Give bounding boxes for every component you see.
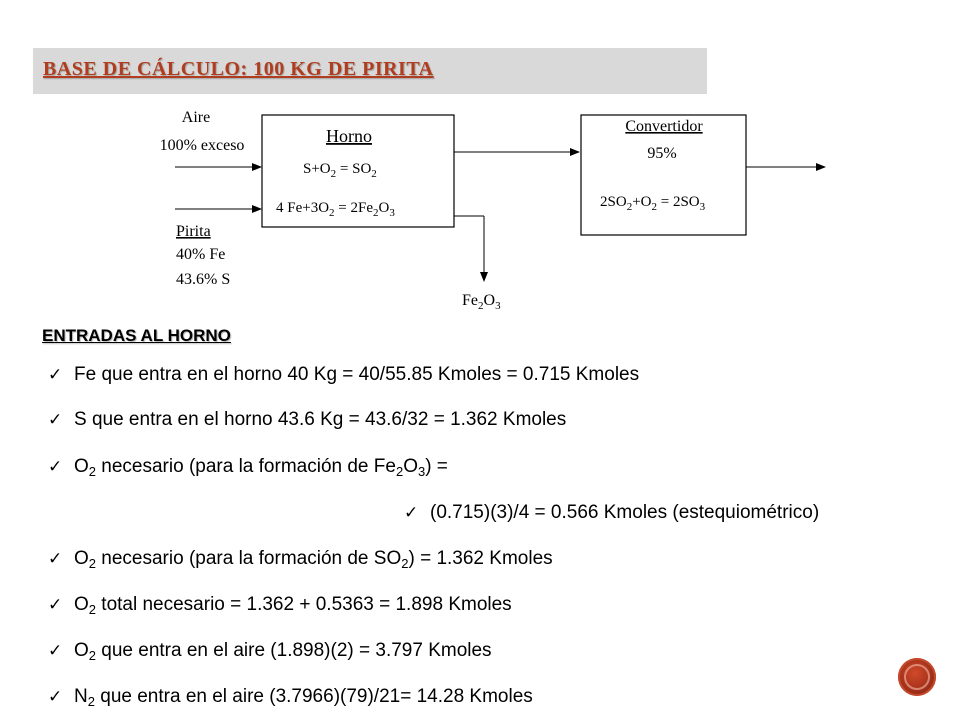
bullet-o2-so2: ✓ $O_2$ necesario (para la formación de $SO_2) = 1.362$ Kmoles: [48, 548, 553, 571]
bullet-n2-air: ✓ $N_2$ que entra en el aire (3.7966)(79)/21= 14.28 Kmoles: [48, 686, 533, 709]
checkmark-icon: ✓: [48, 641, 63, 660]
checkmark-icon: ✓: [48, 549, 63, 568]
slide-title: BASE DE CÁLCULO: 100 KG DE PIRITA: [43, 58, 434, 80]
checkmark-icon: ✓: [48, 457, 63, 476]
bullet-o2-total: ✓ $O_2$ total necesario = 1.362 + 0.5363 = 1.898 Kmoles: [48, 594, 512, 617]
logo-icon: [898, 658, 936, 696]
bullet-sulfur-input: ✓ S que entra en el horno 43.6 Kg = 43.6/32 = 1.362 Kmoles: [48, 409, 567, 430]
iron-oxide-product-label: $Fe_2O_3$: [462, 292, 501, 312]
converter-yield: 95%: [647, 145, 677, 162]
process-diagram: [0, 0, 960, 330]
converter-reaction: $2SO_2+O_2 = 2SO_3$: [600, 194, 706, 213]
checkmark-icon: ✓: [48, 365, 63, 384]
pyrite-title: Pirita: [176, 223, 211, 240]
checkmark-icon: ✓: [48, 595, 63, 614]
converter-title: Convertidor: [625, 118, 703, 135]
bullet-o2-air: ✓ $O_2$ que entra en el aire (1.898)(2) = 3.797 Kmoles: [48, 640, 492, 663]
pyrite-sulfur-label: 43.6% S: [176, 271, 231, 288]
checkmark-icon: ✓: [48, 410, 63, 429]
checkmark-icon: ✓: [48, 687, 63, 706]
air-label: Aire: [181, 109, 211, 126]
air-excess-label: 100% exceso: [159, 137, 245, 154]
furnace-reaction-iron: 4 $Fe+3O_2 = 2Fe_2O_3$: [276, 200, 395, 219]
bullet-stoichiometric: ✓ (0.715)(3)/4 = 0.566 Kmoles (estequiométrico): [404, 502, 820, 523]
checkmark-icon: ✓: [404, 503, 419, 522]
pyrite-iron-label: 40% Fe: [176, 246, 226, 263]
section-title: ENTRADAS AL HORNO: [42, 326, 231, 345]
logo-ring: [904, 664, 930, 690]
furnace-reaction-sulfur: $S+O_2 = SO_2$: [303, 161, 377, 180]
bullet-o2-fe2o3: ✓ $O_2$ necesario (para la formación de $Fe_2O_3$) =: [48, 456, 448, 479]
bullet-iron-input: ✓ Fe que entra en el horno 40 Kg = 40/55.85 Kmoles = 0.715 Kmoles: [48, 364, 640, 385]
furnace-title: Horno: [326, 126, 372, 146]
